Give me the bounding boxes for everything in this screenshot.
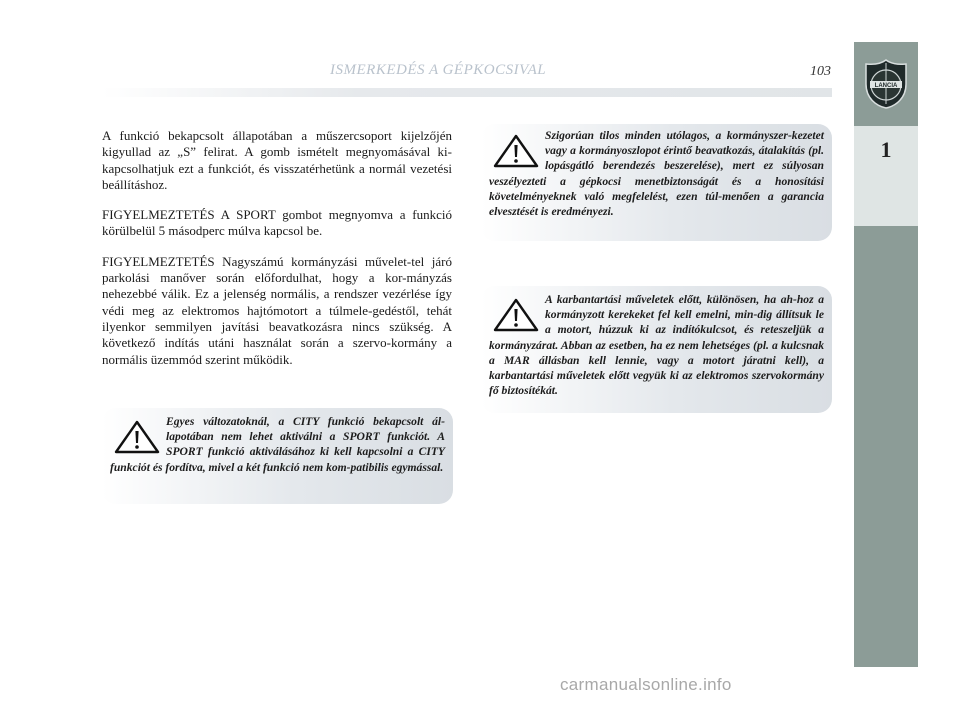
paragraph: FIGYELMEZTETÉS Nagyszámú kormányzási művelet-tel járó parkolási manőver során előfordulhat, hogy a kor-mányzás nehezebbé válik. Ez a jelenség normális, a rendszer vezérlése így védi meg az elektromos hajtómotort a túlmele-gedéstől, tehát ilyenkor semmilyen javítási beavatkozásra nincs szükség. A következő indítás utáni használat során a szervo-kormány a normális üzemmód szerint működik. [102, 253, 452, 367]
paragraph: FIGYELMEZTETÉS A SPORT gombot megnyomva a funkció körülbelül 5 másodperc múlva kapcsol be. [102, 207, 452, 239]
lancia-logo-icon [864, 58, 908, 110]
left-column [102, 128, 452, 382]
warning-text: A karbantartási műveletek előtt, különösen, ha ah-hoz a kormányzott kerekeket fel kell emelni, min-dig állítsuk le a motort, húzzuk ki az indítókulcsot, és reteszeljük a kormányzárat. Abban az esetben, ha ez nem lehetséges (pl. a kulcsnak a MAR állásban kell lennie, vagy a motort járatni kell), a karbantartási műveletek előtt vegyük ki az elektromos szervokormány fő biztosítékát. [489, 293, 824, 398]
watermark: carmanualsonline.info [560, 675, 732, 694]
chapter-number: 1 [880, 137, 892, 162]
warning-triangle-icon [114, 420, 160, 454]
warning-triangle-icon [493, 134, 539, 168]
warning-text: Egyes változatoknál, a CITY funkció bekapcsolt ál-lapotában nem lehet aktiválni a SPORT funkciót. A SPORT funkció aktiválásához ki kell kapcsolni a CITY funkciót és fordítva, mivel a két funkció nem kom-patibilis egymással. [110, 415, 445, 474]
page-number: 103 [810, 64, 831, 79]
sidebar [854, 42, 918, 667]
warning-box-maintenance [481, 286, 832, 413]
svg-text:LANCIA: LANCIA [874, 83, 898, 89]
page-header-title: ISMERKEDÉS A GÉPKOCSIVAL [330, 62, 547, 78]
warning-text: Szigorúan tilos minden utólagos, a kormányszer-kezetet vagy a kormányoszlopot érintő beavatkozás, átalakítás (pl. lopásgátló berendezés beszerelése), mert ez súlyosan veszélyezteti a gépkocsi menetbiztonságát és a honosítási követelményeknek való megfelelést, ezen túl-menően a garancia elvesztését is eredményezi. [489, 129, 824, 219]
paragraph: A funkció bekapcsolt állapotában a műszercsoport kijelzőjén kigyullad az „S” felirat. A gomb ismételt megnyomásával ki-kapcsolhatjuk ezt a funkciót, és visszatérhetünk a normál vezetési beállításhoz. [102, 128, 452, 192]
warning-box-steering-modification [481, 124, 832, 241]
header-rule [102, 88, 832, 97]
warning-triangle-icon [493, 298, 539, 332]
warning-box-city-sport [102, 408, 453, 504]
